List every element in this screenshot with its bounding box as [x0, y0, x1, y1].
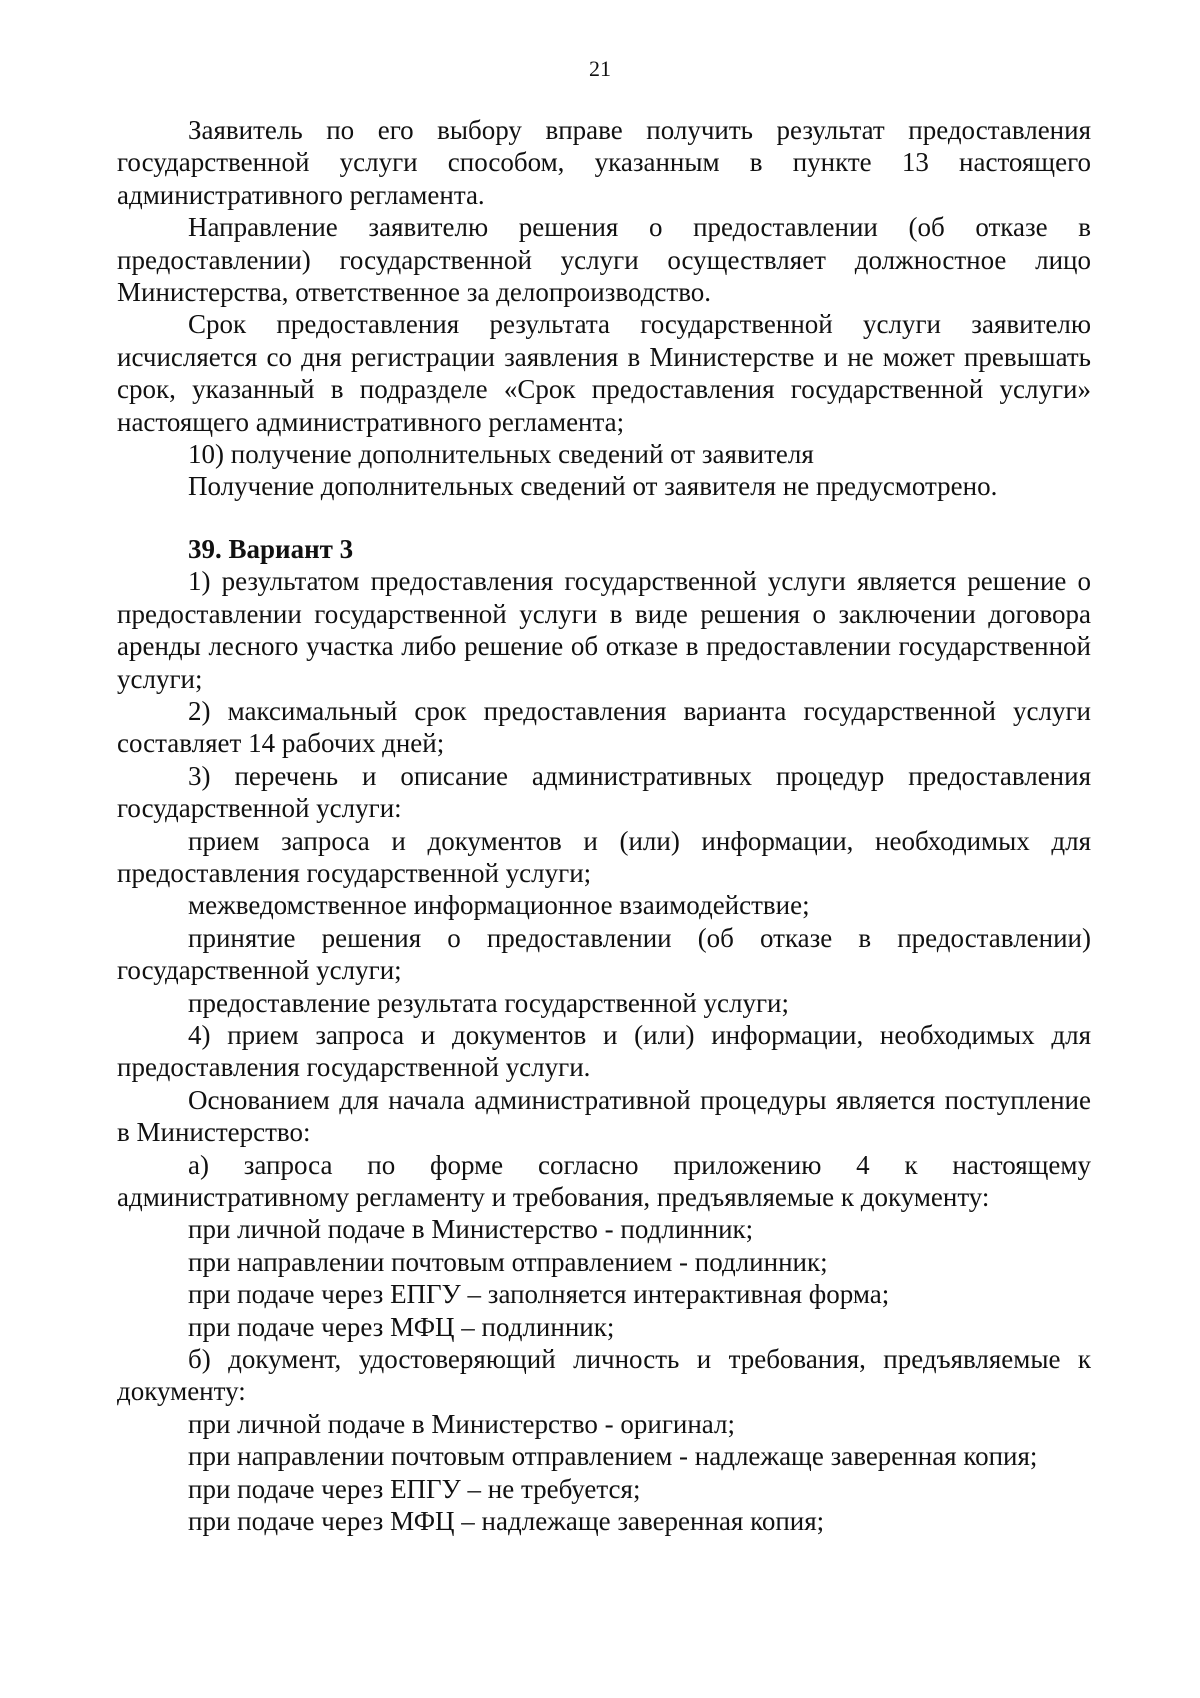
paragraph: при подаче через МФЦ – надлежаще заверенная копия;: [188, 1506, 825, 1537]
paragraph: а) запроса по форме согласно приложению 4 к настоящему административному регламенту и требования, предъявляемые к документу:: [117, 1149, 1091, 1212]
paragraph: при направлении почтовым отправлением - подлинник;: [188, 1246, 828, 1277]
paragraph: межведомственное информационное взаимодействие;: [188, 890, 810, 921]
paragraph: Основанием для начала административной процедуры является поступление в Министерство:: [117, 1084, 1091, 1148]
document-body: [117, 114, 1091, 1537]
paragraph: 10) получение дополнительных сведений от заявителя: [188, 439, 814, 470]
paragraph: принятие решения о предоставлении (об отказе в предоставлении) государственной услуги;: [117, 922, 1091, 986]
paragraph: 2) максимальный срок предоставления варианта государственной услуги составляет 14 рабочих дней;: [117, 695, 1091, 759]
paragraph: б) документ, удостоверяющий личность и требования, предъявляемые к документу:: [117, 1344, 1091, 1407]
paragraph: 4) прием запроса и документов и (или) информации, необходимых для предоставления государственной услуги.: [117, 1019, 1091, 1083]
section-heading: 39. Вариант 3: [188, 533, 354, 564]
paragraph: при подаче через ЕПГУ – не требуется;: [188, 1473, 641, 1504]
paragraph: предоставление результата государственной услуги;: [188, 987, 789, 1018]
paragraph: 1) результатом предоставления государственной услуги является решение о предоставлении государственной услуги в виде решения о заключении договора аренды лесного участка либо решение об отказе в предоставлении государственной услуги;: [117, 566, 1091, 694]
paragraph: Заявитель по его выбору вправе получить результат предоставления государственной услуги способом, указанным в пункте 13 настоящего административного регламента.: [117, 115, 1091, 210]
paragraph: Срок предоставления результата государственной услуги заявителю исчисляется со дня регистрации заявления в Министерстве и не может превышать срок, указанный в подразделе «Срок предоставления государственной услуги» настоящего административного регламента;: [117, 309, 1091, 437]
paragraph: 3) перечень и описание административных процедур предоставления государственной услуги:: [117, 760, 1091, 824]
paragraph: при подаче через ЕПГУ – заполняется интерактивная форма;: [188, 1279, 890, 1310]
paragraph: Направление заявителю решения о предоставлении (об отказе в предоставлении) государственной услуги осуществляет должностное лицо Министерства, ответственное за делопроизводство.: [117, 212, 1091, 308]
page-number: 21: [589, 56, 611, 81]
paragraph: при личной подаче в Министерство - оригинал;: [188, 1408, 736, 1439]
paragraph: Получение дополнительных сведений от заявителя не предусмотрено.: [188, 471, 998, 502]
paragraph: при направлении почтовым отправлением - надлежаще заверенная копия;: [188, 1441, 1038, 1472]
paragraph: прием запроса и документов и (или) информации, необходимых для предоставления государственной услуги;: [117, 825, 1091, 888]
paragraph: при личной подаче в Министерство - подлинник;: [188, 1214, 754, 1245]
paragraph: при подаче через МФЦ – подлинник;: [188, 1311, 615, 1342]
